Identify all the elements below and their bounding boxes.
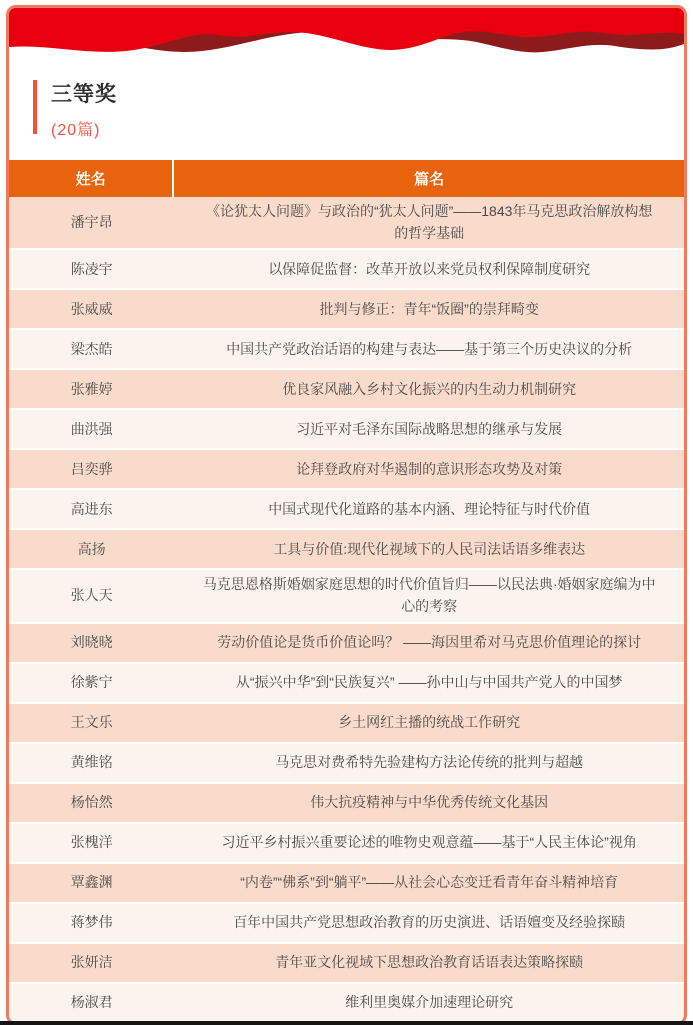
article-title: 批判与修正：青年“饭圈”的崇拜畸变 — [319, 300, 539, 317]
winner-name: 王文乐 — [70, 713, 113, 730]
table-row — [9, 984, 684, 1022]
article-title: 论拜登政府对华遏制的意识形态攻势及对策 — [296, 460, 563, 477]
title-block — [9, 60, 684, 152]
table-row — [9, 250, 684, 290]
prize-count: (20篇) — [51, 122, 101, 139]
table-row — [9, 370, 684, 410]
table-header-title: 篇名 — [414, 171, 445, 188]
page-bottom-edge — [0, 1021, 693, 1025]
winner-name: 梁杰皓 — [70, 340, 113, 357]
wave-ribbon-icon — [9, 8, 684, 60]
winner-name: 徐紫宁 — [70, 673, 113, 690]
table-body — [9, 197, 684, 1022]
article-title: 《论犹太人问题》与政治的“犹太人问题”——1843年马克思政治解放构想的哲学基础 — [205, 203, 653, 241]
winner-name: 张威威 — [70, 300, 113, 317]
article-title: 青年亚文化视域下思想政治教育话语表达策略探赜 — [275, 953, 584, 970]
winner-name: 潘宇昂 — [70, 213, 113, 230]
table-row — [9, 624, 684, 664]
winner-name: 曲洪强 — [70, 420, 113, 437]
table-row — [9, 530, 684, 570]
table-row — [9, 410, 684, 450]
winner-name: 覃鑫渊 — [70, 873, 113, 890]
table-header-row — [9, 160, 684, 197]
wave-decoration — [9, 8, 684, 60]
table-row — [9, 330, 684, 370]
winner-name: 张人天 — [70, 587, 113, 604]
article-title: 百年中国共产党思想政治教育的历史演进、话语嬗变及经验探赜 — [233, 913, 626, 930]
table-row — [9, 784, 684, 824]
winner-name: 张雅婷 — [70, 380, 113, 397]
winner-name: 蒋梦伟 — [70, 913, 113, 930]
winner-name: 黄维铭 — [70, 753, 113, 770]
table-row — [9, 864, 684, 904]
table-row — [9, 744, 684, 784]
article-title: 马克思对费希特先验建构方法论传统的批判与超越 — [275, 753, 584, 770]
winner-name: 高扬 — [77, 540, 106, 557]
article-title: 习近平对毛泽东国际战略思想的继承与发展 — [296, 420, 563, 437]
article-title: 马克思恩格斯婚姻家庭思想的时代价值旨归——以民法典·婚姻家庭编为中心的考察 — [202, 576, 656, 615]
table-row — [9, 904, 684, 944]
article-title: 劳动价值论是货币价值论吗？ ——海因里希对马克思价值理论的探讨 — [217, 633, 642, 650]
table-row — [9, 197, 684, 250]
winner-name: 张妍洁 — [70, 953, 113, 970]
table-row — [9, 664, 684, 704]
article-title: 从“振兴中华”到“民族复兴” ——孙中山与中国共产党人的中国梦 — [235, 673, 623, 690]
table-row — [9, 450, 684, 490]
award-card — [6, 5, 687, 1025]
table-row — [9, 824, 684, 864]
awards-table — [9, 160, 684, 1022]
article-title: 习近平乡村振兴重要论述的唯物史观意蕴——基于“人民主体论”视角 — [221, 833, 637, 850]
article-title: 中国共产党政治话语的构建与表达——基于第三个历史决议的分析 — [226, 340, 633, 357]
winner-name: 高进东 — [70, 500, 113, 517]
article-title: 乡土网红主播的统战工作研究 — [338, 713, 521, 730]
article-title: 工具与价值:现代化视域下的人民司法话语多维表达 — [273, 540, 586, 557]
table-row — [9, 944, 684, 984]
article-title: “内卷”“佛系”到“躺平”——从社会心态变迁看青年奋斗精神培育 — [240, 873, 619, 890]
article-title: 中国式现代化道路的基本内涵、理论特征与时代价值 — [268, 500, 591, 517]
table-row — [9, 570, 684, 623]
table-row — [9, 290, 684, 330]
article-title: 维利里奥媒介加速理论研究 — [345, 993, 514, 1010]
table-header-name: 姓名 — [9, 160, 174, 197]
table-row — [9, 490, 684, 530]
winner-name: 吕奕骅 — [70, 460, 113, 477]
accent-bar — [33, 80, 37, 134]
table-row — [9, 704, 684, 744]
winner-name: 张槐洋 — [70, 833, 113, 850]
winner-name: 杨怡然 — [70, 793, 113, 810]
article-title: 以保障促监督：改革开放以来党员权利保障制度研究 — [268, 260, 591, 277]
winner-name: 杨淑君 — [70, 993, 113, 1010]
winner-name: 刘晓晓 — [70, 633, 113, 650]
article-title: 优良家风融入乡村文化振兴的内生动力机制研究 — [282, 380, 577, 397]
winner-name: 陈凌宇 — [70, 260, 113, 277]
prize-title: 三等奖 — [51, 83, 117, 106]
article-title: 伟大抗疫精神与中华优秀传统文化基因 — [310, 793, 549, 810]
